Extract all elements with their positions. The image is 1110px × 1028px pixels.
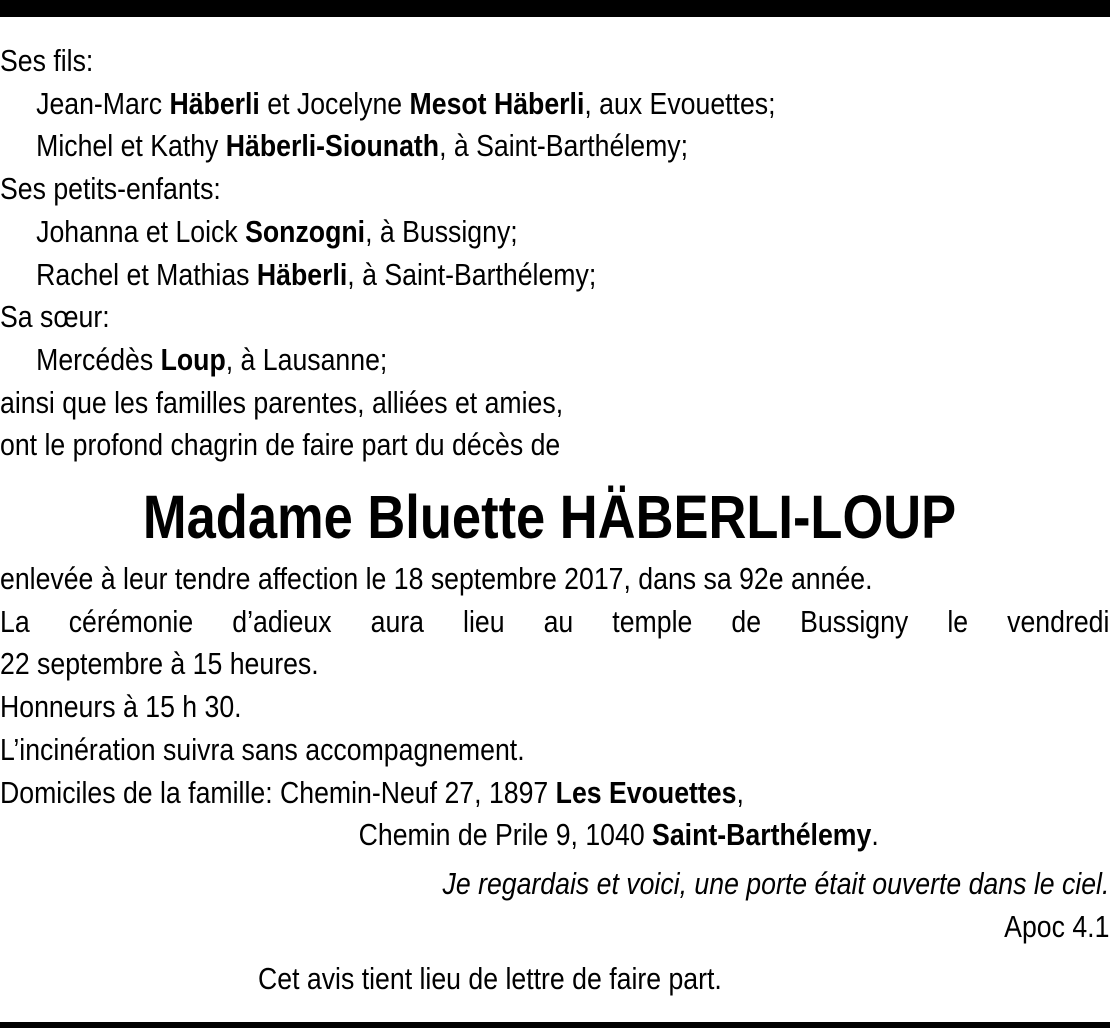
- bible-verse: Je regardais et voici, une porte était ouverte dans le ciel.: [442, 865, 1110, 901]
- address1-line: [0, 772, 1109, 815]
- grandchild1-line: [0, 211, 1109, 254]
- address2-locality: Saint-Barthélemy: [652, 817, 872, 853]
- verse-reference: Apoc 4.1: [1004, 908, 1110, 944]
- son1-first-names: Jean-Marc: [36, 85, 170, 121]
- grandchild2-place: , à Saint-Barthélemy;: [347, 256, 597, 292]
- son2-line: [0, 125, 1109, 168]
- son1-spouse-surname: Mesot Häberli: [409, 85, 585, 121]
- grandchildren-heading: Ses petits-enfants:: [0, 171, 221, 207]
- grandchild1-first-names: Johanna et Loick: [36, 213, 246, 249]
- son1-line: [0, 83, 1109, 126]
- other-families-line: ainsi que les familles parentes, alliées et amies,: [0, 384, 564, 420]
- grandchild2-surname: Häberli: [256, 256, 348, 292]
- address2-street: Chemin de Prile 9, 1040: [358, 817, 653, 853]
- son2-first-names: Michel et Kathy: [36, 128, 226, 164]
- son1-place: , aux Evouettes;: [584, 85, 776, 121]
- son1-surname: Häberli: [169, 85, 260, 121]
- sister-line: [0, 339, 1109, 382]
- deceased-name: Madame Bluette HÄBERLI-LOUP: [142, 483, 957, 552]
- ceremony-date-line: 22 septembre à 15 heures.: [0, 646, 319, 682]
- cremation-line: L’incinération suivra sans accompagnement.: [0, 731, 525, 767]
- grandchild1-place: , à Bussigny;: [365, 213, 518, 249]
- passing-line: enlevée à leur tendre affection le 18 septembre 2017, dans sa 92e année.: [0, 561, 873, 597]
- sister-first-name: Mercédès: [36, 341, 161, 377]
- sons-heading: Ses fils:: [0, 43, 94, 78]
- ceremony-line: La cérémonie d’adieux aura lieu au temple de Bussigny le vendredi: [0, 603, 1110, 639]
- top-rule: [0, 0, 1110, 17]
- closing-line: Cet avis tient lieu de lettre de faire part.: [258, 961, 722, 997]
- grandchild1-surname: Sonzogni: [245, 213, 366, 249]
- announcement-line: ont le profond chagrin de faire part du décès de: [0, 427, 561, 463]
- address1-locality: Les Evouettes: [555, 774, 737, 810]
- address2-line: [0, 814, 1109, 857]
- son2-surname: Häberli-Siounath: [225, 128, 440, 164]
- sister-place: , à Lausanne;: [225, 341, 388, 377]
- address1-street: Domiciles de la famille: Chemin-Neuf 27, 1897: [0, 774, 556, 810]
- grandchild2-first-names: Rachel et Mathias: [36, 256, 257, 292]
- son2-place: , à Saint-Barthélemy;: [439, 128, 689, 164]
- sister-heading: Sa sœur:: [0, 299, 110, 335]
- death-notice: [0, 40, 1109, 1001]
- address1-punct: ,: [736, 774, 744, 810]
- son1-spouse-first-name: et Jocelyne: [259, 85, 410, 121]
- grandchild2-line: [0, 254, 1109, 297]
- address2-punct: .: [871, 817, 879, 853]
- sister-surname: Loup: [160, 341, 226, 377]
- bottom-rule: [0, 1022, 1110, 1028]
- honours-line: Honneurs à 15 h 30.: [0, 689, 242, 725]
